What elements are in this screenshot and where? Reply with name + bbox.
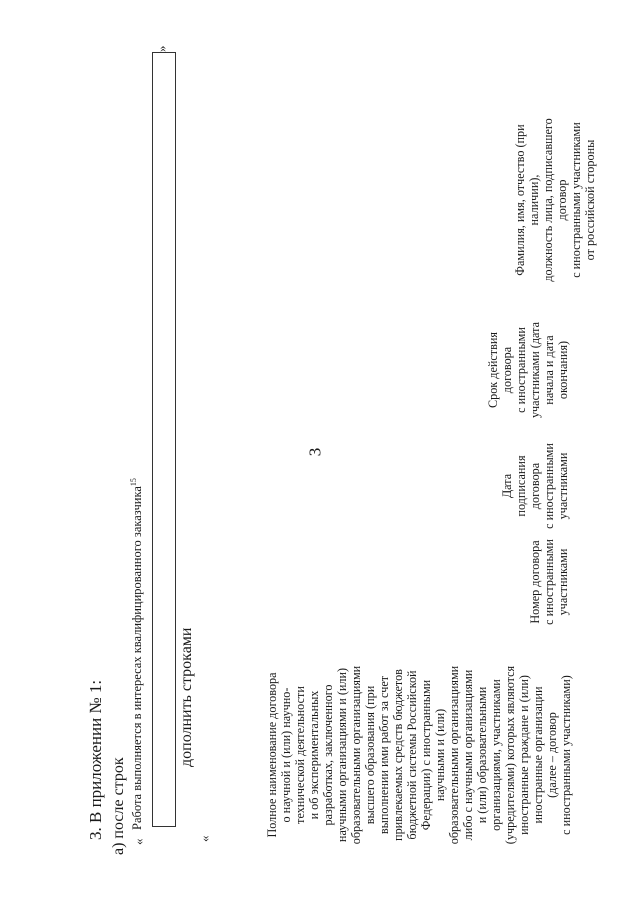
header-line: участниками [556, 548, 570, 616]
header-line: Фамилия, имя, отчество (при наличии), [513, 124, 541, 276]
page-number: 3 [305, 447, 325, 457]
header-line: с иностранными [542, 443, 556, 529]
section-title: 3. В приложении № 1: [86, 679, 105, 840]
header-line: подписания [514, 455, 528, 517]
column-header-contract-name [265, 640, 573, 870]
header-line: научными организациями и (или) [335, 667, 349, 843]
header-line: технической деятельности [293, 686, 307, 824]
header-line: иностранные граждане и (или) [517, 675, 531, 835]
header-line: договора [528, 462, 542, 510]
header-line: и (или) образовательными [475, 686, 489, 824]
header-line: (учредителями) которых являются [503, 665, 517, 845]
header-line: от российской стороны [583, 139, 597, 261]
header-line: Полное наименование договора [265, 672, 279, 838]
column-header-signatory [513, 100, 597, 300]
header-line: с иностранными [542, 539, 556, 625]
header-line: участниками [556, 452, 570, 520]
header-line: договора [500, 346, 514, 394]
line-text-content: Работа выполняется в интересах квалифицированного заказчика [130, 486, 145, 830]
header-line: образовательными организациями [447, 665, 461, 845]
column-header-signing-date [500, 436, 570, 536]
close-quote-mark: » [154, 45, 169, 52]
header-line: с иностранными участниками [569, 122, 583, 278]
header-line: либо с научными организациями [461, 669, 475, 841]
header-line: Дата [500, 473, 514, 499]
header-line: окончания) [556, 340, 570, 400]
header-line: с иностранными [514, 327, 528, 413]
header-line: организациями, участниками [489, 679, 503, 831]
header-line: выполнении ими работ за счет [377, 675, 391, 835]
column-header-validity-period [486, 315, 570, 425]
supplement-label: дополнить строками [178, 627, 195, 767]
header-line: иностранные организации [531, 686, 545, 824]
header-line: Номер договора [528, 540, 542, 624]
header-line: начала и дата [542, 335, 556, 405]
subsection-label: а) после строк [110, 757, 127, 855]
header-line: научными и (или) [433, 708, 447, 802]
line-text [129, 478, 145, 830]
header-line: Федерации) с иностранными [419, 679, 433, 831]
header-line: и об экспериментальных [307, 690, 321, 820]
header-line: образовательными организациями [349, 665, 363, 845]
header-line: участниками (дата [528, 321, 542, 419]
open-quote-mark: « [131, 838, 146, 845]
footnote-ref: 15 [129, 478, 138, 487]
header-line: (далее – договор [545, 712, 559, 798]
header-line: высшего образования (при [363, 685, 377, 825]
header-line: разработках, заключенного [321, 684, 335, 826]
header-line: с иностранными участниками) [559, 675, 573, 835]
table-row-frame [152, 52, 176, 827]
header-line: о научной и (или) научно- [279, 687, 293, 823]
header-line: Срок действия [486, 331, 500, 409]
header-line: должность лица, подписавшего договор [541, 118, 569, 282]
header-line: привлекаемых средств бюджетов [391, 669, 405, 841]
open-quote-mark-2: « [197, 835, 212, 842]
header-line: бюджетной системы Российской [405, 670, 419, 840]
column-header-contract-number [528, 532, 570, 632]
